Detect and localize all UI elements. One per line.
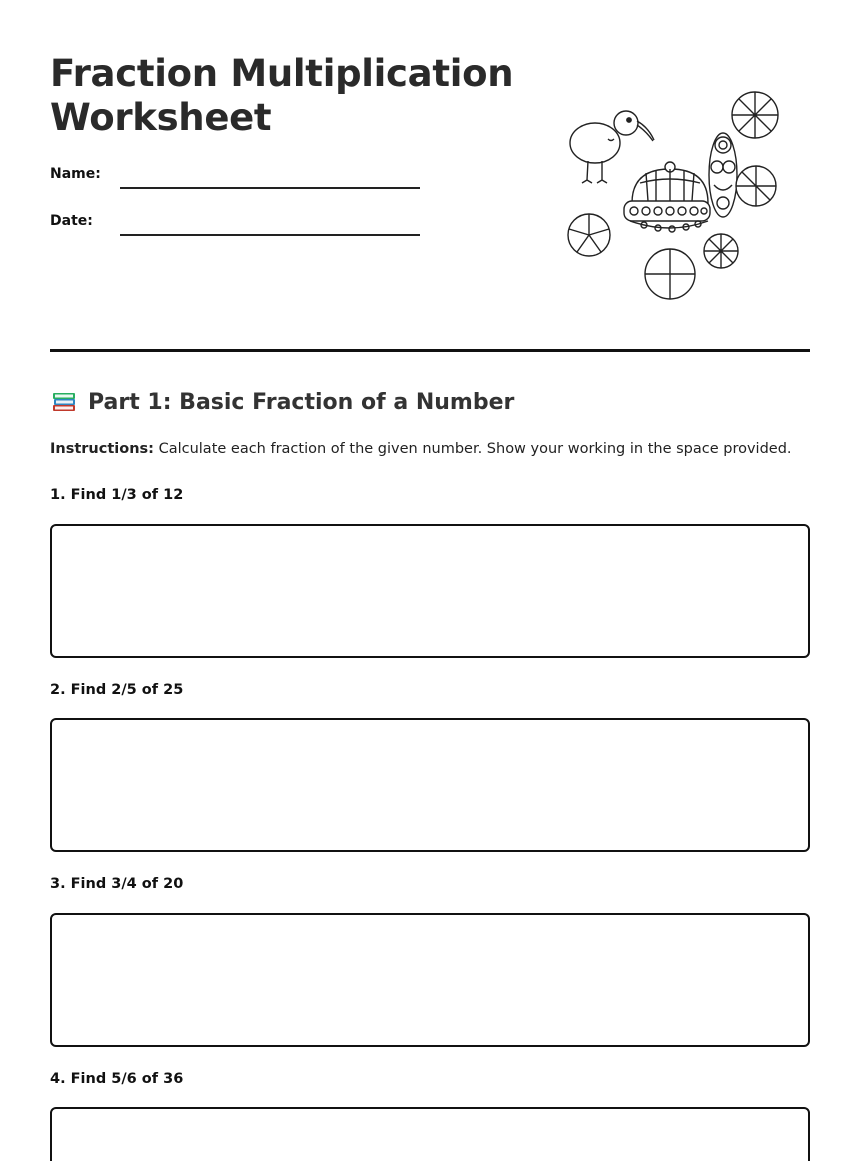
page-title <box>50 52 513 140</box>
name-field[interactable] <box>120 187 420 189</box>
kiwi-bird-icon <box>570 111 654 183</box>
instructions-label: Instructions: <box>50 441 154 457</box>
books-icon <box>50 388 78 416</box>
answer-box[interactable] <box>50 1107 810 1161</box>
question-label: 3. Find 3/4 of 20 <box>50 876 184 892</box>
question-label: 4. Find 5/6 of 36 <box>50 1071 184 1087</box>
question-label: 1. Find 1/3 of 12 <box>50 487 184 503</box>
instructions <box>50 441 792 457</box>
section-heading <box>50 388 514 416</box>
answer-box[interactable] <box>50 913 810 1047</box>
fraction-circle-icon-5 <box>704 234 738 268</box>
instructions-text: Calculate each fraction of the given number. Show your working in the space provided. <box>153 441 792 457</box>
carved-pot-icon <box>624 162 710 232</box>
fraction-circle-icon-4 <box>645 249 695 299</box>
answer-box[interactable] <box>50 718 810 852</box>
date-label: Date: <box>50 213 93 229</box>
name-label: Name: <box>50 166 101 182</box>
maori-carving-icon <box>709 133 737 217</box>
title-line-2: Worksheet <box>50 96 272 139</box>
fraction-circle-icon-3 <box>568 214 610 256</box>
title-line-1: Fraction Multiplication <box>50 52 514 95</box>
section-title: Part 1: Basic Fraction of a Number <box>88 389 515 415</box>
date-field[interactable] <box>120 234 420 236</box>
answer-box[interactable] <box>50 524 810 658</box>
header-divider <box>50 349 810 352</box>
fraction-circle-icon-2 <box>736 166 776 206</box>
kiwi-fraction-illustration <box>560 85 790 305</box>
fraction-circle-icon-1 <box>732 92 778 138</box>
question-label: 2. Find 2/5 of 25 <box>50 682 184 698</box>
